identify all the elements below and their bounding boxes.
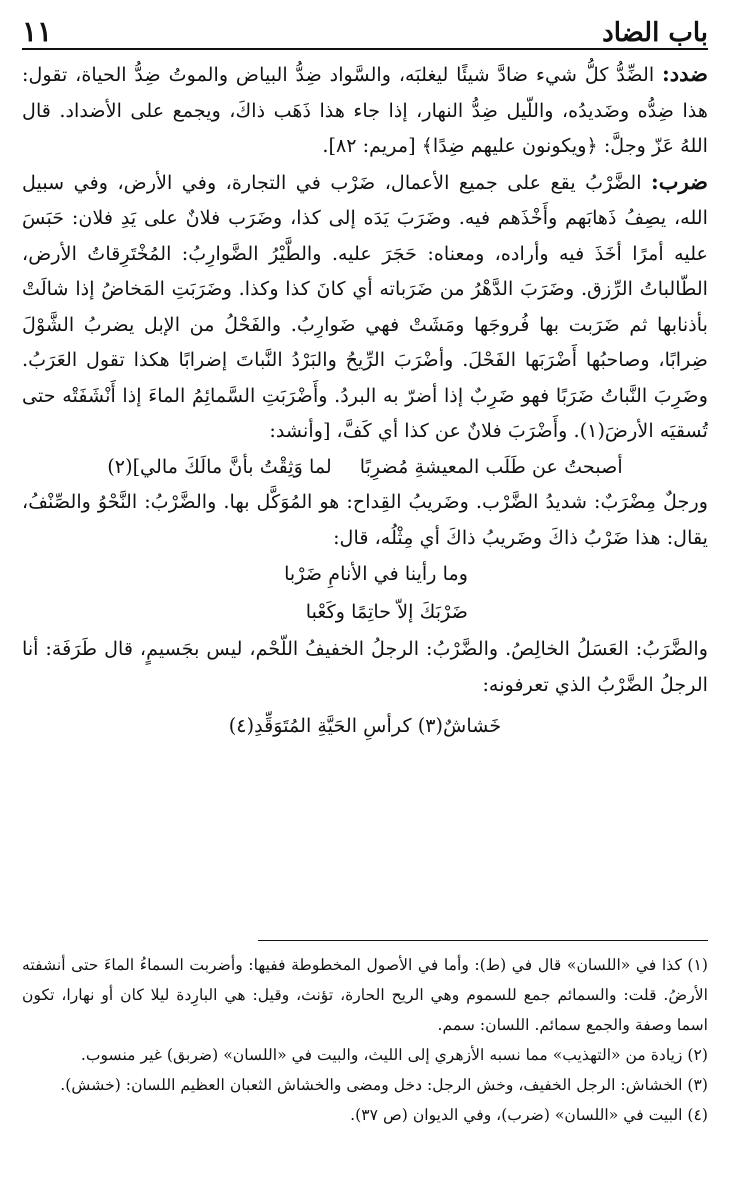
entry-text-block: ورجلٌ مِضْرَبٌ: شديدُ الضَّرْب. وضَريبُ القِداح: هو المُوَكَّل بها. والضَّرْبُ: النَّحْوُ والصِّنْفُ، يقال: هذا ضَرْبُ ذاكَ وضَريبُ ذاكَ أي مِثْلُه، قال:	[22, 490, 708, 549]
footnote: (٤) البيت في «اللسان» (ضرب)، وفي الديوان (ص ٣٧).	[350, 1106, 708, 1124]
footnote: (١) كذا في «اللسان» قال في (ط): وأما في الأصول المخطوطة ففيها: وأضربت السماءُ الماءَ حتى أنشفته الأرضُ. قلت: والسمائم جمع للسموم وهي الريح الحارة، تؤنث، وقيل: هي البارِدة ليلا كان أو نهارا، تكون اسما وصفة والجمع سمائم. اللسان: سمم.	[22, 956, 708, 1034]
section-title: باب الضاد	[602, 18, 708, 48]
footnote: (٣) الخشاش: الرجل الخفيف، وخش الرجل: دخل ومضى والخشاش الثعبان العظيم اللسان: (خشش).	[60, 1076, 708, 1094]
page-number: ١١	[22, 15, 53, 48]
verse-hemistich: لما وَثِقْتُ بأنَّ مالَكَ مالي](٢)	[107, 454, 332, 478]
entry-darb	[22, 164, 708, 449]
verse-line	[22, 449, 708, 485]
page-header	[22, 8, 708, 50]
entry-text-block: والضَّرَبُ: العَسَلُ الخالِصُ. والضَّرْبُ: الرجلُ الخفيفُ اللّحْم، ليس بجَسيمٍ، قال طَرَفَة: أنا الرجلُ الضَّرْبُ الذي تعرفونه:	[22, 637, 708, 696]
poem-line: وما رأينا في الأنامِ ضَرْبا	[284, 562, 468, 585]
footnote-separator	[258, 940, 708, 941]
footnotes	[22, 950, 708, 1130]
entry-head: ضرب:	[651, 168, 708, 194]
entry-text: الضَّرْبُ يقع على جميع الأعمال، ضَرْب في التجارة، وفي الأرض، وفي سبيل الله، يصِفُ ذَهابَهم وأَخْذَهم فيه. وضَرَبَ يَدَه إلى كذا، وضَرَب فلانٌ على يَدِ فلان: حَبَسَ عليه أمرًا أخَذَ فيه وأراده، ومعناه: حَجَرَ عليه. والطَّيْرُ الضَّوارِبُ: المُخْتَرِقاتُ الأرض، الطّالباتُ الرِّزق. وضَرَبَ الدَّهْرُ من ضَرَباته أي كانَ كذا وكذا. وضَرَبَتِ المَخاضُ إذا شالَتْ بأذنابها ثم ضَرَبت بها فُروجَها ومَشَتْ فهي ضَوارِبُ. والفَحْلُ من الإبل يضربُ الشَّوْلَ ضِرابًا، وصاحبُها أَضْرَبَها الفَحْلَ. وأضْرَبَ الرِّيحُ والبَرْدُ النَّباتَ إضرابًا هكذا تقول العَرَبُ. وضَرِبَ النَّباتُ ضَرَبًا فهو ضَرِبٌ إذا أضرّ به البردُ. وأَضْرَبَتِ السَّمائِمُ الماءَ إذا أَنْشَفَتْه حتى تُسقيَه الأرضَ(١). وأَضْرَبَ فلانٌ عن كذا أي كَفَّ، [وأنشد:	[22, 170, 708, 442]
page-body	[22, 56, 708, 744]
verse-hemistich: أصبحتُ عن طَلَب المعيشةِ مُضرِبًا	[359, 454, 623, 478]
entry-text: الضِّدُّ كلُّ شيء ضادَّ شيئًا ليغلبَه، والسَّواد ضِدُّ البياض والموتُ ضِدُّ الحياة، تقول: هذا ضِدُّه وضَديدُه، واللّيل ضِدُّ النهار، إذا جاء هذا ذَهَب ذاكَ، ويجمع على الأضداد. قال اللهُ عَزّ وجلَّ: ﴿ويكونون عليهم ضِدًا﴾ [مريم: ٨٢].	[22, 63, 708, 157]
verse-line: خَشاشٌ(٣) كرأسِ الحَيَّةِ المُتَوَقِّدِ(٤)	[228, 714, 502, 737]
footnote: (٢) زيادة من «التهذيب» مما نسبه الأزهري إلى الليث، والبيت في «اللسان» (ضربق) غير منسوب.	[80, 1046, 708, 1064]
poem-line: ضَرْبَكَ إلاّ حاتِمًا وكَعْبا	[305, 600, 468, 623]
poem	[22, 555, 468, 631]
entry-head: ضدد:	[662, 61, 708, 86]
entry-dadd	[22, 56, 708, 164]
